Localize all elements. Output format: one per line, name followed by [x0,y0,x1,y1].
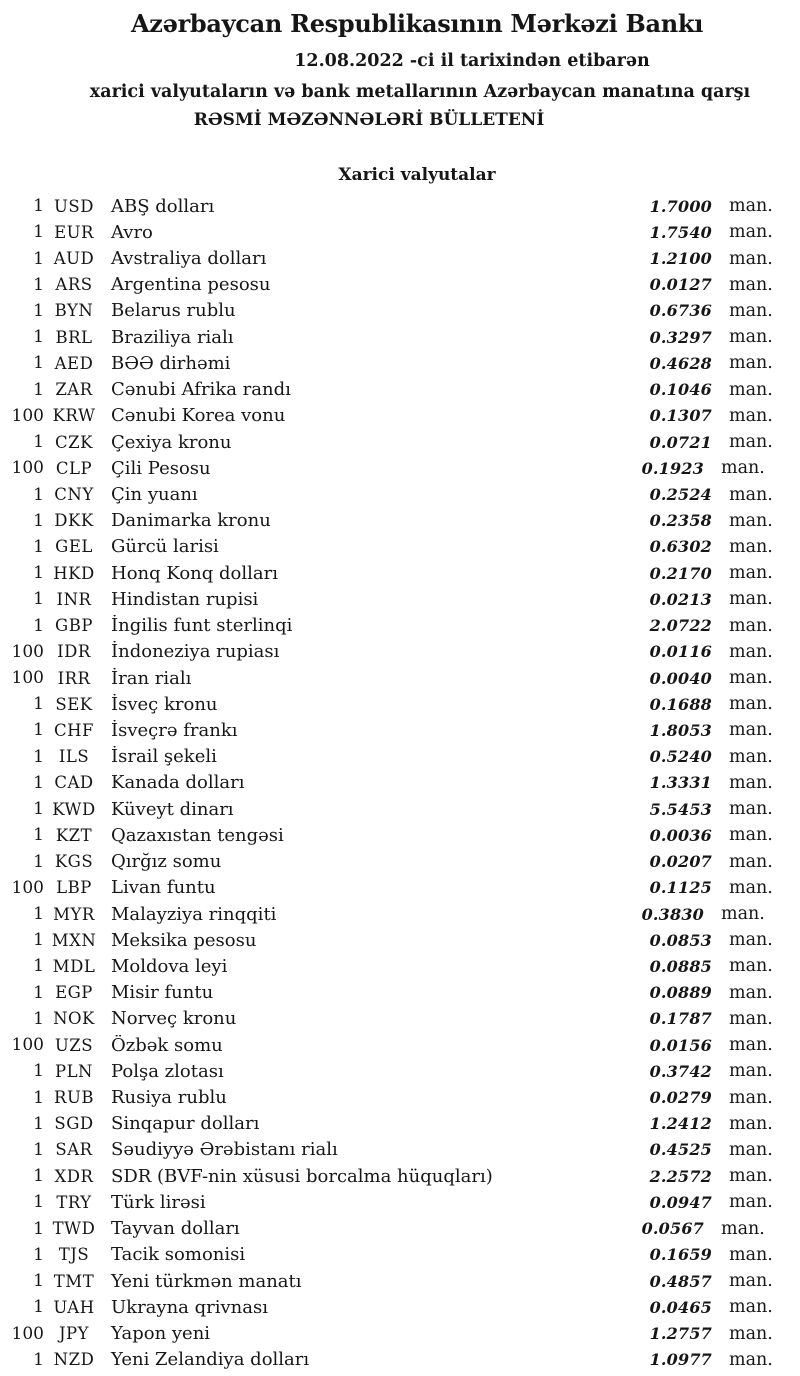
currency-quantity: 1 [33,1061,44,1082]
currency-name: Özbək somu [111,1034,223,1056]
currency-code: DKK [54,511,94,531]
unit-label: man. [729,1061,773,1082]
unit-label: man. [721,904,765,925]
unit-label: man. [729,1139,773,1160]
unit-label: man. [729,641,773,662]
rate-row [0,245,800,271]
currency-quantity: 1 [33,1192,44,1213]
unit-label: man. [729,982,773,1003]
currency-code: MYR [53,904,95,924]
rate-row [0,586,800,612]
unit-label: man. [729,300,773,321]
currency-quantity: 1 [33,1349,44,1370]
currency-name: Moldova leyi [111,955,228,977]
exchange-rate: 0.3742 [649,1061,712,1081]
unit-label: man. [729,1323,773,1344]
currency-quantity: 1 [33,1008,44,1029]
currency-code: CNY [54,485,94,505]
currency-code: AED [54,353,94,373]
currency-code: USD [54,196,94,216]
currency-quantity: 100 [11,1323,44,1344]
currency-code: KZT [55,825,93,845]
unit-label: man. [729,1087,773,1108]
unit-label: man. [729,196,773,217]
unit-label: man. [729,877,773,898]
rate-row [0,953,800,979]
currency-name: Qırğız somu [111,851,222,873]
currency-name: Yeni türkmən manatı [111,1270,302,1292]
currency-name: ABŞ dolları [111,195,215,217]
rate-row [0,875,800,901]
rate-row [0,1058,800,1084]
exchange-rate: 0.1307 [649,406,712,426]
unit-label: man. [729,274,773,295]
currency-name: Misir funtu [111,982,214,1004]
rate-row [0,1163,800,1189]
exchange-rate: 0.0207 [649,852,712,872]
unit-label: man. [729,1035,773,1056]
currency-code: KWD [52,799,96,819]
currency-quantity: 1 [33,222,44,243]
currency-name: Sinqapur dolları [111,1113,260,1135]
currency-quantity: 1 [33,1166,44,1187]
unit-label: man. [729,1271,773,1292]
currency-name: İran rialı [111,667,192,689]
currency-name: Cənubi Korea vonu [111,405,286,427]
rate-row [0,1084,800,1110]
unit-label: man. [729,379,773,400]
rate-row [0,1006,800,1032]
currency-code: UAH [53,1297,95,1317]
rate-row [0,901,800,927]
currency-code: JPY [58,1324,90,1344]
rate-row [0,822,800,848]
rate-row [0,193,800,219]
currency-code: TWD [52,1219,96,1239]
unit-label: man. [729,222,773,243]
unit-label: man. [729,432,773,453]
currency-code: BRL [55,327,93,347]
rate-row [0,298,800,324]
unit-label: man. [729,694,773,715]
exchange-rate: 0.0889 [649,983,712,1003]
rate-row [0,377,800,403]
currency-code: NZD [53,1350,95,1370]
unit-label: man. [729,851,773,872]
currency-quantity: 1 [33,563,44,584]
exchange-rate: 2.2572 [649,1166,712,1186]
unit-label: man. [729,1166,773,1187]
unit-label: man. [729,327,773,348]
unit-label: man. [721,458,765,479]
currency-quantity: 1 [33,799,44,820]
currency-code: SEK [55,694,93,714]
currency-quantity: 100 [11,458,44,479]
currency-code: TJS [58,1245,90,1265]
exchange-rate: 0.0853 [649,930,712,950]
exchange-rate: 0.1659 [649,1245,712,1265]
exchange-rate: 1.8053 [649,720,712,740]
currency-quantity: 1 [33,694,44,715]
unit-label: man. [729,563,773,584]
currency-quantity: 1 [33,1139,44,1160]
exchange-rate: 0.3830 [641,904,704,924]
currency-quantity: 1 [33,353,44,374]
currency-name: Ukrayna qrivnası [111,1296,268,1318]
currency-name: Yeni Zelandiya dolları [111,1349,310,1371]
currency-code: CLP [55,458,93,478]
exchange-rate: 0.1125 [649,878,712,898]
currency-code: ARS [55,275,93,295]
exchange-rate: 5.5453 [649,799,712,819]
exchange-rate: 1.0977 [649,1350,712,1370]
rate-row [0,639,800,665]
currency-name: Cənubi Afrika randı [111,379,291,401]
bank-name-title: Azərbaycan Respublikasının Mərkəzi Bankı [130,9,704,38]
currency-code: EUR [54,222,94,242]
unit-label: man. [729,510,773,531]
currency-name: Çili Pesosu [111,457,211,479]
currency-quantity: 1 [33,772,44,793]
currency-name: Çexiya kronu [111,431,232,453]
rate-row [0,1216,800,1242]
rates-table [0,193,800,1373]
currency-quantity: 1 [33,510,44,531]
currency-name: İngilis funt sterlinqi [111,615,293,637]
currency-quantity: 1 [33,904,44,925]
exchange-rate: 0.0036 [649,825,712,845]
unit-label: man. [729,484,773,505]
rate-row [0,219,800,245]
currency-name: Qazaxıstan tengəsi [111,824,284,846]
currency-quantity: 1 [33,825,44,846]
currency-code: ILS [58,747,90,767]
unit-label: man. [729,353,773,374]
unit-label: man. [729,668,773,689]
currency-code: PLN [55,1061,93,1081]
currency-name: Küveyt dinarı [111,798,234,820]
rate-row [0,927,800,953]
currency-quantity: 1 [33,956,44,977]
unit-label: man. [729,1244,773,1265]
currency-code: UZS [54,1035,94,1055]
currency-name: Tayvan dolları [111,1218,240,1240]
exchange-rate: 0.1688 [649,694,712,714]
rate-row [0,1032,800,1058]
currency-name: Səudiyyə Ərəbistanı rialı [111,1139,338,1161]
currency-quantity: 1 [33,248,44,269]
currency-name: Yapon yeni [111,1323,211,1345]
rate-row [0,1320,800,1346]
exchange-rate: 1.2100 [649,249,712,269]
currency-quantity: 100 [11,641,44,662]
currency-code: CAD [54,773,94,793]
exchange-rate: 1.2412 [649,1114,712,1134]
exchange-rate: 0.0127 [649,275,712,295]
currency-name: Çin yuanı [111,484,198,506]
rate-row [0,980,800,1006]
rate-row [0,744,800,770]
currency-quantity: 1 [33,720,44,741]
rate-row [0,1111,800,1137]
currency-code: NOK [53,1009,95,1029]
exchange-rate: 0.0116 [649,642,712,662]
currency-name: Hindistan rupisi [111,588,259,610]
rate-row [0,534,800,560]
currency-code: CZK [55,432,93,452]
currency-quantity: 1 [33,746,44,767]
currency-quantity: 1 [33,274,44,295]
rate-row [0,691,800,717]
currency-code: SGD [54,1114,94,1134]
unit-label: man. [729,1349,773,1370]
currency-code: MDL [52,956,96,976]
currency-quantity: 1 [33,536,44,557]
rate-row [0,403,800,429]
currency-quantity: 1 [33,327,44,348]
exchange-rate: 0.0040 [649,668,712,688]
currency-code: MXN [51,930,97,950]
currency-name: Norveç kronu [111,1008,237,1030]
currency-name: İsrail şekeli [111,746,217,768]
exchange-rate: 0.6302 [649,537,712,557]
subject-line: xarici valyutaların və bank metallarının Azərbaycan manatına qarşı [89,82,751,102]
unit-label: man. [729,589,773,610]
currency-code: BYN [54,301,94,321]
unit-label: man. [729,956,773,977]
currency-name: İsveç kronu [111,693,218,715]
currency-quantity: 1 [33,1244,44,1265]
unit-label: man. [729,405,773,426]
currency-name: Avro [111,221,153,243]
currency-code: XDR [54,1166,94,1186]
rate-row [0,272,800,298]
rate-row [0,350,800,376]
exchange-rate: 0.1923 [641,458,704,478]
unit-label: man. [721,1218,765,1239]
currency-quantity: 1 [33,1271,44,1292]
section-header [0,165,800,185]
currency-code: GBP [55,616,93,636]
currency-code: ZAR [55,380,93,400]
currency-name: Braziliya rialı [111,326,234,348]
exchange-rate: 0.0279 [649,1088,712,1108]
exchange-rate: 0.0947 [649,1192,712,1212]
exchange-rate: 0.6736 [649,301,712,321]
currency-name: Avstraliya dolları [111,248,267,270]
exchange-rate: 0.2358 [649,511,712,531]
unit-label: man. [729,799,773,820]
exchange-rate: 0.0156 [649,1035,712,1055]
currency-code: RUB [54,1088,94,1108]
currency-quantity: 1 [33,982,44,1003]
unit-label: man. [729,1113,773,1134]
exchange-rate: 0.4525 [649,1140,712,1160]
currency-name: Kanada dolları [111,772,245,794]
currency-name: Malayziya rinqqiti [111,903,277,925]
exchange-rate: 0.3297 [649,327,712,347]
exchange-rate: 0.4628 [649,353,712,373]
rate-row [0,1242,800,1268]
currency-code: TRY [56,1192,92,1212]
bulletin-title: RƏSMİ MƏZƏNNƏLƏRİ BÜLLETENİ [193,110,545,130]
currency-name: BƏƏ dirhəmi [111,352,231,374]
rate-row [0,324,800,350]
exchange-rate: 0.0213 [649,589,712,609]
exchange-rate: 0.2170 [649,563,712,583]
effective-date-line: 12.08.2022 -ci il tarixindən etibarən [294,51,650,71]
currency-quantity: 1 [33,1087,44,1108]
currency-code: EGP [55,983,93,1003]
currency-name: Danimarka kronu [111,510,271,532]
exchange-rate: 0.0885 [649,956,712,976]
exchange-rate: 0.0465 [649,1297,712,1317]
currency-code: CHF [54,720,94,740]
currency-quantity: 1 [33,379,44,400]
unit-label: man. [729,746,773,767]
currency-code: SAR [55,1140,93,1160]
currency-code: GEL [55,537,93,557]
currency-name: Honq Konq dolları [111,562,278,584]
section-title: Xarici valyutalar [338,165,496,185]
rate-row [0,848,800,874]
currency-quantity: 1 [33,1218,44,1239]
unit-label: man. [729,248,773,269]
currency-name: Livan funtu [111,877,216,899]
exchange-rate: 1.7000 [649,196,712,216]
currency-name: Gürcü larisi [111,536,219,558]
currency-name: SDR (BVF-nin xüsusi borcalma hüquqları) [111,1165,493,1187]
rate-row [0,613,800,639]
exchange-rate: 0.0567 [641,1219,704,1239]
exchange-rate: 0.2524 [649,485,712,505]
currency-code: IDR [57,642,91,662]
rate-row [0,508,800,534]
unit-label: man. [729,615,773,636]
rate-row [0,717,800,743]
currency-quantity: 100 [11,877,44,898]
currency-quantity: 1 [33,1113,44,1134]
currency-quantity: 1 [33,300,44,321]
currency-name: Polşa zlotası [111,1060,224,1082]
currency-quantity: 1 [33,1297,44,1318]
currency-name: Meksika pesosu [111,929,257,951]
exchange-rate: 1.7540 [649,222,712,242]
rate-row [0,1347,800,1373]
currency-name: Türk lirəsi [111,1191,206,1213]
currency-name: İsveçrə frankı [111,719,238,741]
unit-label: man. [729,1008,773,1029]
currency-quantity: 100 [11,668,44,689]
rate-row [0,481,800,507]
rate-row [0,665,800,691]
rate-row [0,796,800,822]
rate-row [0,1189,800,1215]
exchange-rate: 0.0721 [649,432,712,452]
unit-label: man. [729,825,773,846]
exchange-rate: 1.2757 [649,1324,712,1344]
unit-label: man. [729,1297,773,1318]
exchange-rate: 0.1046 [649,380,712,400]
currency-name: Rusiya rublu [111,1087,227,1109]
unit-label: man. [729,536,773,557]
currency-quantity: 1 [33,589,44,610]
currency-name: İndoneziya rupiası [111,641,280,663]
rate-row [0,1294,800,1320]
rate-row [0,1268,800,1294]
rate-row [0,560,800,586]
currency-name: Tacik somonisi [111,1244,246,1266]
currency-quantity: 1 [33,615,44,636]
currency-quantity: 1 [33,930,44,951]
rate-row [0,429,800,455]
unit-label: man. [729,772,773,793]
currency-code: LBP [56,878,92,898]
currency-quantity: 1 [33,196,44,217]
currency-code: KRW [52,406,96,426]
currency-quantity: 1 [33,484,44,505]
currency-quantity: 100 [11,1035,44,1056]
exchange-rate: 0.5240 [649,747,712,767]
unit-label: man. [729,720,773,741]
currency-quantity: 100 [11,405,44,426]
rate-row [0,455,800,481]
currency-name: Argentina pesosu [111,274,271,296]
currency-code: TMT [53,1271,95,1291]
currency-code: AUD [53,249,95,269]
exchange-rate: 2.0722 [649,616,712,636]
rate-row [0,1137,800,1163]
exchange-rate: 0.4857 [649,1271,712,1291]
currency-code: HKD [53,563,95,583]
currency-code: INR [56,589,92,609]
unit-label: man. [729,930,773,951]
unit-label: man. [729,1192,773,1213]
currency-code: IRR [57,668,91,688]
currency-name: Belarus rublu [111,300,236,322]
exchange-rate: 1.3331 [649,773,712,793]
currency-quantity: 1 [33,432,44,453]
currency-code: KGS [54,852,94,872]
rate-row [0,770,800,796]
exchange-rate: 0.1787 [649,1009,712,1029]
currency-quantity: 1 [33,851,44,872]
